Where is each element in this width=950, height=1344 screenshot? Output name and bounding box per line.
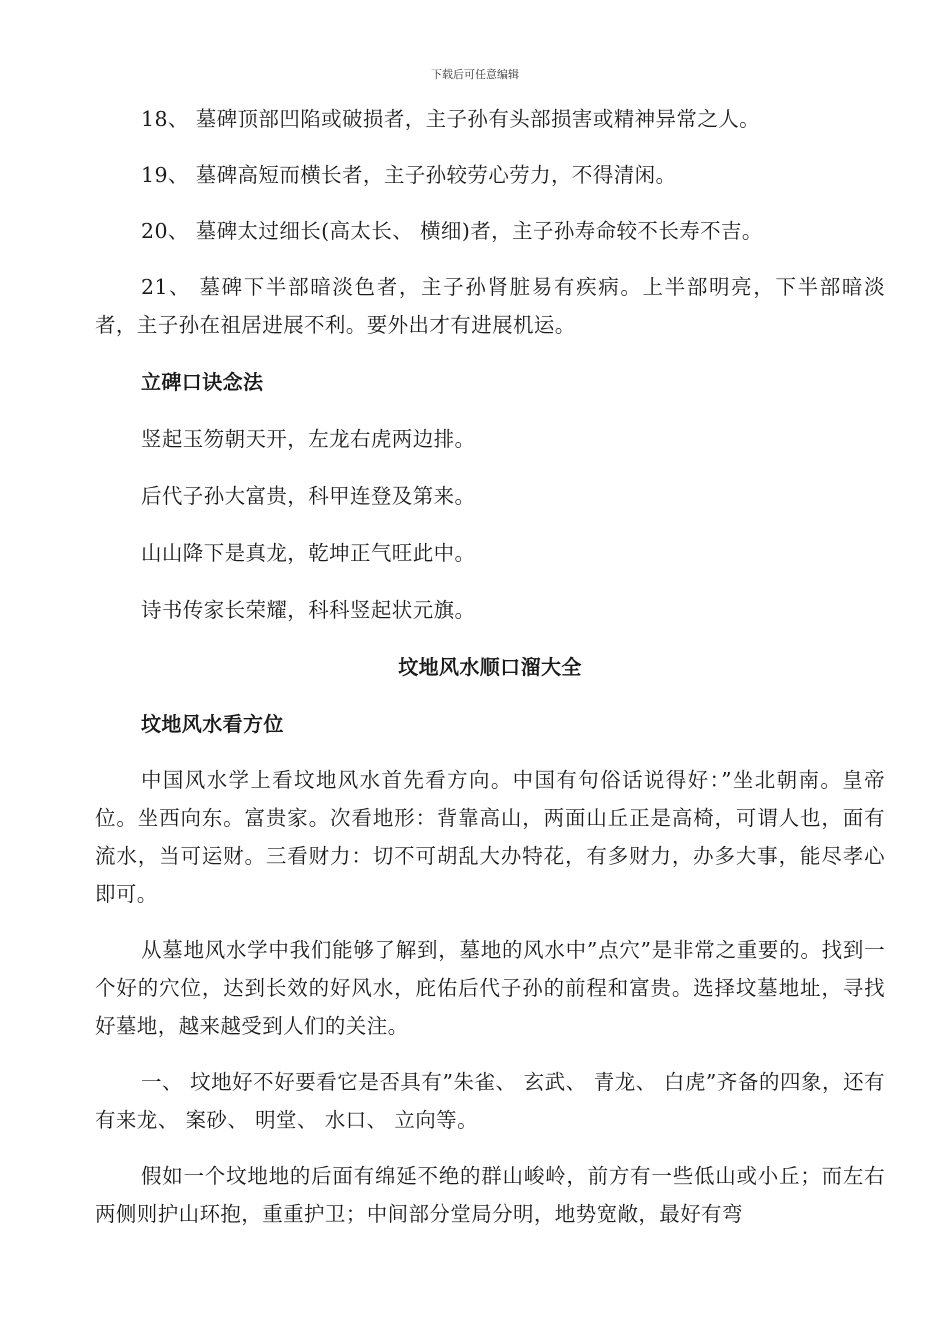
verse-line: 山山降下是真龙，乾坤正气旺此中。 — [141, 541, 476, 565]
item-number: 21、 — [141, 275, 192, 299]
page-header: 下载后可任意编辑 — [431, 68, 519, 81]
section-heading-fang-wei: 坟地风水看方位 — [141, 712, 284, 736]
section-heading-li-bei: 立碑口诀念法 — [141, 370, 264, 394]
body-paragraph: 假如一个坟地地的后面有绵延不绝的群山峻岭，前方有一些低山或小丘；而左右两侧则护山环抱，重重护卫；中间部分堂局分明，地势宽敞，最好有弯 — [95, 1164, 885, 1226]
item-text: 墓碑下半部暗淡色者，主子孙肾脏易有疾病。上半部明亮，下半部暗淡者，主子孙在祖居进展不利。要外出才有进展机运。 — [95, 275, 885, 337]
document-body — [95, 100, 885, 1233]
verse-line: 后代子孙大富贵，科甲连登及第来。 — [141, 484, 476, 508]
item-text: 墓碑顶部凹陷或破损者，主子孙有头部损害或精神异常之人。 — [195, 107, 761, 131]
body-paragraph: 一、 坟地好不好要看它是否具有”朱雀、 玄武、 青龙、 白虎”齐备的四象，还有有来龙、 案砂、 明堂、 水口、 立向等。 — [95, 1070, 885, 1132]
verse-line: 竖起玉笏朝天开，左龙右虎两边排。 — [141, 427, 476, 451]
list-item-18 — [95, 100, 885, 138]
item-number: 20、 — [141, 219, 189, 243]
list-item-19 — [95, 156, 885, 194]
list-item-20 — [95, 212, 885, 250]
main-title: 坟地风水顺口溜大全 — [398, 655, 582, 679]
body-paragraph: 中国风水学上看坟地风水首先看方向。中国有句俗话说得好：”坐北朝南。皇帝位。坐西向东。富贵家。次看地形：背靠高山，两面山丘正是高椅，可谓人也，面有流水，当可运财。三看财力：切不可胡乱大办特花，有多财力，办多大事，能尽孝心即可。 — [95, 768, 885, 906]
verse-line: 诗书传家长荣耀，科科竖起状元旗。 — [141, 598, 476, 622]
body-paragraph: 从墓地风水学中我们能够了解到，墓地的风水中”点穴”是非常之重要的。找到一个好的穴位，达到长效的好风水，庇佑后代子孙的前程和富贵。选择坟墓地址，寻找好墓地，越来越受到人们的关注。 — [95, 938, 885, 1038]
item-text: 墓碑高短而横长者，主子孙较劳心劳力，不得清闲。 — [195, 163, 677, 187]
item-text: 墓碑太过细长(高太长、 横细)者，主子孙寿命较不长寿不吉。 — [195, 219, 763, 243]
item-number: 18、 — [141, 107, 189, 131]
item-number: 19、 — [141, 163, 189, 187]
list-item-21 — [95, 268, 885, 344]
